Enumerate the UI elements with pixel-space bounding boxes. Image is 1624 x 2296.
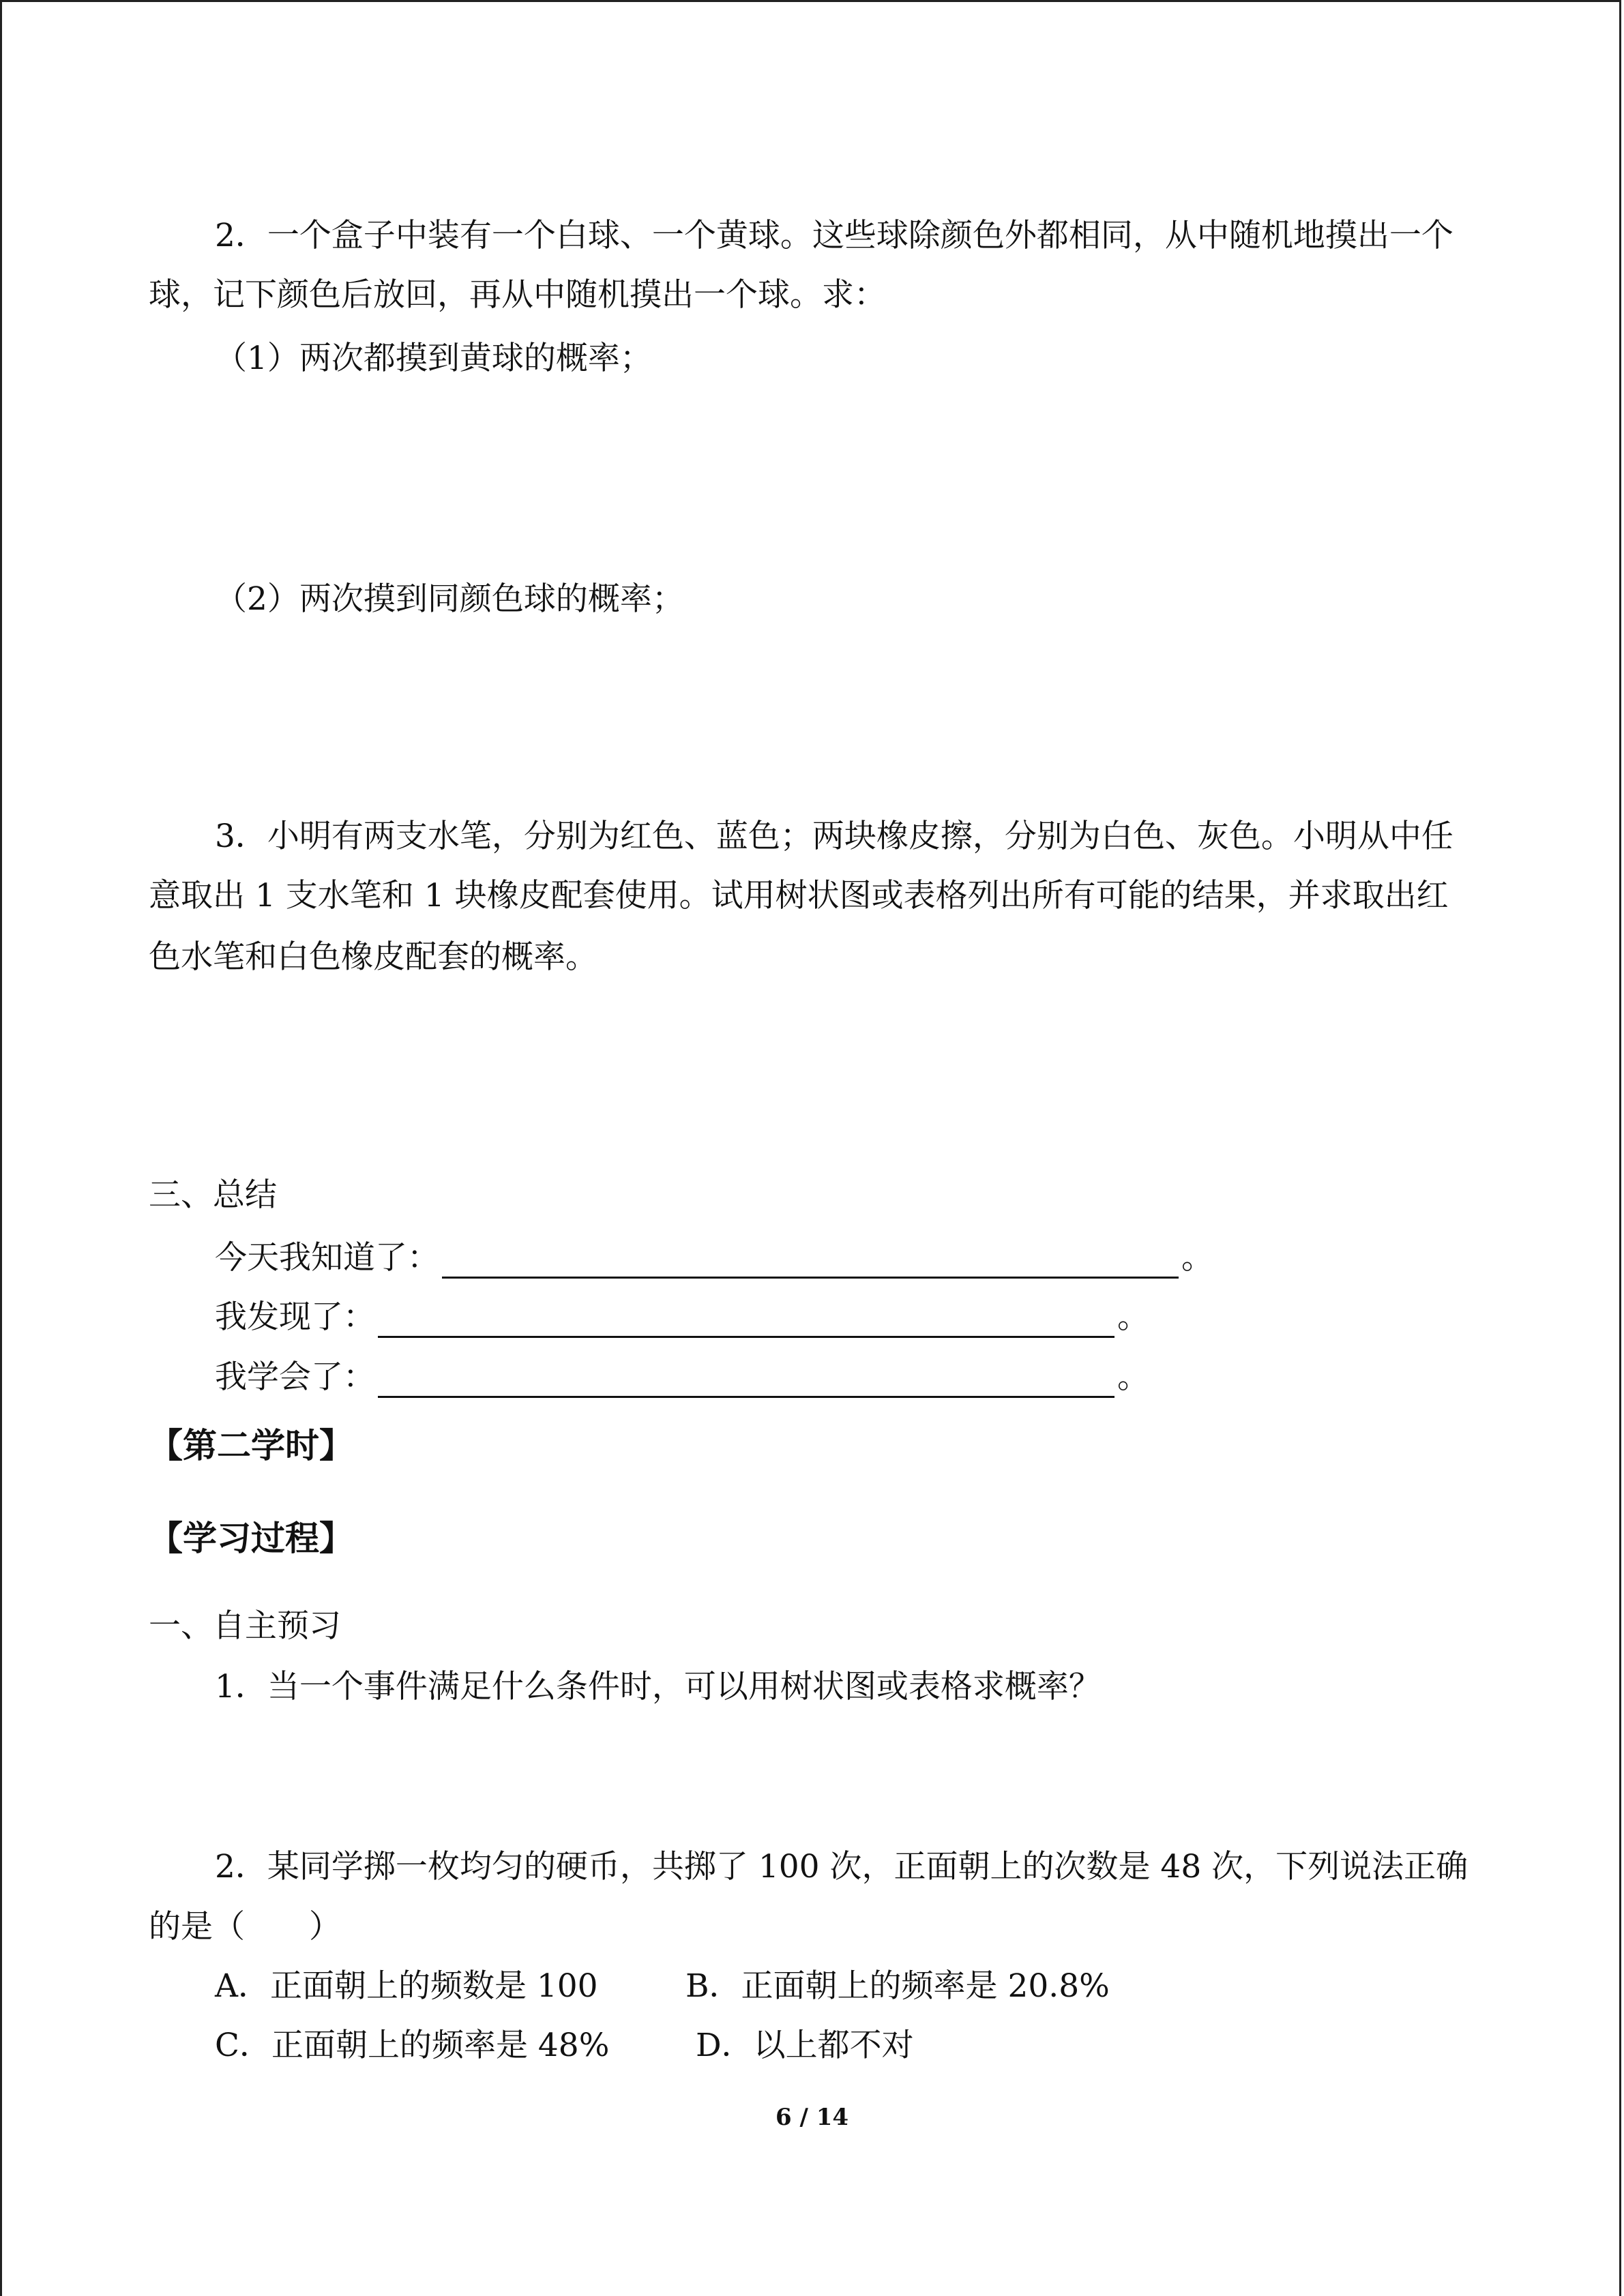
self-preview-title: 一、自主预习 — [149, 1607, 341, 1645]
preview-question-2-line-1: 2．某同学掷一枚均匀的硬币，共掷了 100 次，正面朝上的次数是 48 次，下列说法正确 — [215, 1848, 1468, 1885]
summary-item-learned-label: 我学会了： — [215, 1358, 375, 1396]
option-a: A．正面朝上的频数是 100 — [215, 1967, 598, 2005]
option-d: D．以上都不对 — [696, 2027, 914, 2064]
page-number: 6 / 14 — [775, 2104, 849, 2131]
problem-2-question-1: （1）两次都摸到黄球的概率； — [215, 340, 652, 377]
summary-item-knew — [215, 1238, 1213, 1279]
problem-2-question-2: （2）两次摸到同颜色球的概率； — [215, 580, 684, 618]
summary-item-found-end: 。 — [1117, 1298, 1149, 1336]
problem-2-line-2: 球，记下颜色后放回，再从中随机摸出一个球。求： — [149, 276, 886, 314]
summary-title: 三、总结 — [149, 1176, 277, 1214]
summary-item-learned-end: 。 — [1117, 1358, 1149, 1396]
summary-item-learned — [215, 1357, 1149, 1398]
summary-item-knew-label: 今天我知道了： — [215, 1239, 439, 1277]
preview-question-2-line-2: 的是（ ） — [149, 1908, 341, 1945]
problem-3-line-2: 意取出 1 支水笔和 1 块橡皮配套使用。试用树状图或表格列出所有可能的结果，并求取出红 — [149, 877, 1449, 914]
summary-item-found-blank[interactable] — [378, 1303, 1114, 1338]
summary-item-found-label: 我发现了： — [215, 1298, 375, 1336]
summary-item-knew-blank[interactable] — [442, 1244, 1179, 1279]
option-c: C．正面朝上的频率是 48% — [215, 2027, 610, 2064]
problem-3-line-1: 3．小明有两支水笔，分别为红色、蓝色；两块橡皮擦，分别为白色、灰色。小明从中任 — [215, 818, 1453, 855]
summary-item-learned-blank[interactable] — [378, 1363, 1114, 1398]
learning-process-heading: 【学习过程】 — [149, 1519, 353, 1558]
summary-item-found — [215, 1297, 1149, 1338]
option-b: B．正面朝上的频率是 20.8% — [685, 1967, 1110, 2005]
preview-question-1: 1．当一个事件满足什么条件时，可以用树状图或表格求概率？ — [215, 1668, 1101, 1705]
problem-3-line-3: 色水笔和白色橡皮配套的概率。 — [149, 938, 597, 976]
problem-2-line-1: 2．一个盒子中装有一个白球、一个黄球。这些球除颜色外都相同，从中随机地摸出一个 — [215, 217, 1453, 254]
session-2-heading: 【第二学时】 — [149, 1426, 353, 1465]
summary-item-knew-end: 。 — [1181, 1239, 1213, 1277]
